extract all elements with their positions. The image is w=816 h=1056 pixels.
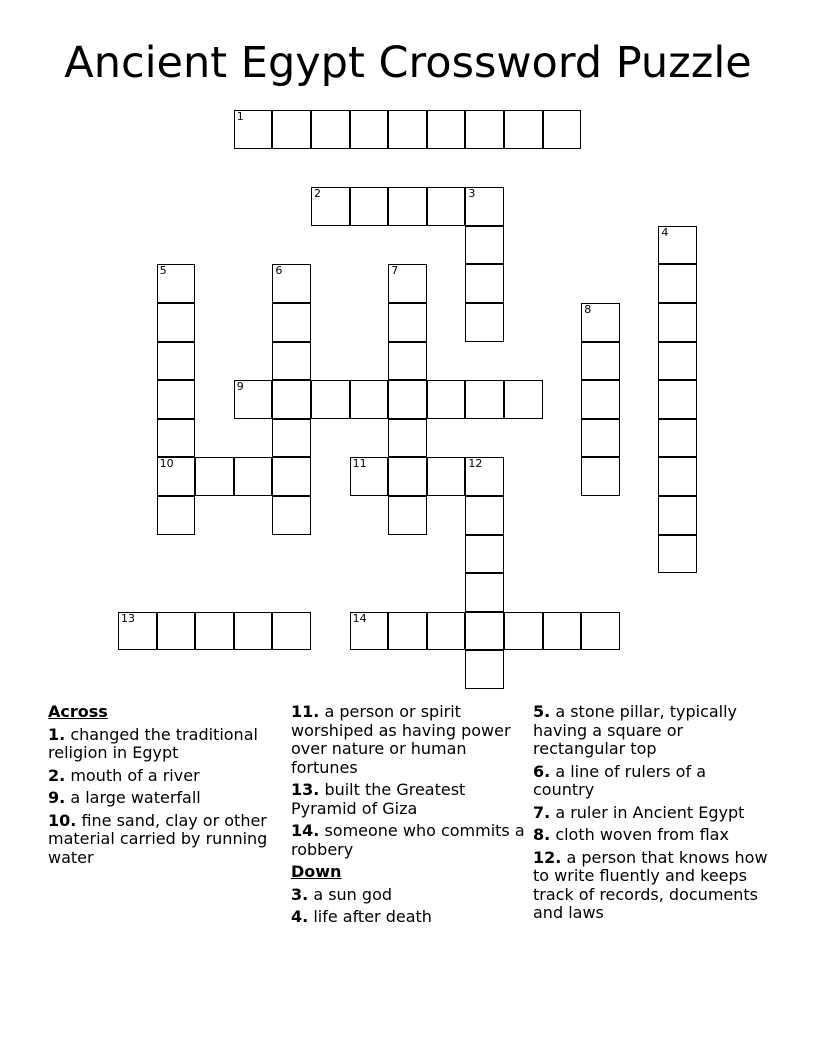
clue-number: 1	[236, 110, 244, 123]
grid-cell[interactable]	[388, 419, 427, 458]
grid-cell[interactable]	[157, 612, 196, 651]
clue-number: 4	[661, 225, 669, 239]
grid-cell[interactable]	[465, 187, 504, 226]
grid-cell[interactable]	[388, 612, 427, 651]
clue-across-13: 13. built the Greatest Pyramid of Giza	[291, 780, 466, 818]
grid-cell[interactable]	[195, 612, 234, 651]
grid-cell[interactable]	[581, 419, 620, 458]
clue-across-9: 9. a large waterfall	[48, 788, 201, 807]
grid-cell[interactable]	[388, 380, 427, 419]
grid-cell[interactable]	[311, 187, 350, 226]
grid-cell[interactable]	[350, 612, 389, 651]
clue-number: 6	[275, 264, 283, 278]
clue-number: 11	[352, 457, 367, 471]
grid-cell[interactable]	[658, 419, 697, 458]
grid-cell[interactable]	[581, 342, 620, 381]
grid-cell[interactable]	[465, 457, 504, 496]
grid-cell[interactable]	[234, 612, 273, 651]
grid-cell[interactable]	[504, 110, 543, 149]
across-header: Across	[48, 702, 108, 721]
grid-cell[interactable]	[465, 612, 504, 651]
grid-cell[interactable]	[581, 457, 620, 496]
clue-number: 9	[236, 380, 244, 394]
clue-number: 10	[159, 457, 174, 471]
grid-cell[interactable]	[157, 380, 196, 419]
grid-cell[interactable]	[272, 496, 311, 535]
grid-cell[interactable]	[581, 612, 620, 651]
grid-cell[interactable]	[427, 457, 466, 496]
clue-number: 13	[121, 611, 135, 625]
puzzle-title: Ancient Egypt Crossword Puzzle	[64, 38, 752, 88]
grid-cell[interactable]	[465, 573, 504, 612]
grid-cell[interactable]	[311, 380, 350, 419]
grid-cell[interactable]	[350, 187, 389, 226]
grid-cell[interactable]	[388, 342, 427, 381]
grid-cell[interactable]	[427, 380, 466, 419]
grid-cell[interactable]	[272, 303, 311, 342]
grid-cell[interactable]	[465, 110, 504, 149]
grid-cell[interactable]	[157, 419, 196, 458]
clue-down-6: 6. a line of rulers of a country	[533, 761, 706, 799]
grid-cell[interactable]	[388, 110, 427, 149]
clue-down-7: 7. a ruler in Ancient Egypt	[533, 802, 745, 822]
grid-cell[interactable]	[311, 110, 350, 149]
grid-cell[interactable]	[195, 457, 234, 496]
grid-cell[interactable]	[388, 187, 427, 226]
grid-cell[interactable]	[157, 342, 196, 381]
grid-cell[interactable]	[234, 457, 273, 496]
clue-across-1: 1. changed the traditional religion in Egypt	[48, 724, 258, 762]
grid-cell[interactable]	[234, 380, 273, 419]
grid-cell[interactable]	[388, 496, 427, 535]
clue-across-14: 14. someone who commits a robbery	[291, 821, 525, 859]
clue-number: 8	[584, 303, 592, 316]
clue-across-2: 2. mouth of a river	[48, 765, 200, 785]
grid-cell[interactable]	[465, 650, 504, 689]
clue-column-3	[533, 703, 768, 927]
grid-cell[interactable]	[658, 535, 697, 574]
grid-cell[interactable]	[658, 457, 697, 496]
clue-number: 14	[352, 611, 367, 625]
grid-cell[interactable]	[465, 264, 504, 303]
grid-cell[interactable]	[157, 264, 196, 303]
grid-cell[interactable]	[272, 110, 311, 149]
clue-number: 7	[391, 264, 399, 278]
grid-cell[interactable]	[658, 342, 697, 381]
grid-cell[interactable]	[157, 496, 196, 535]
clue-down-12: 12. a person that knows how to write fluently and keeps track of records, documents and laws	[533, 847, 768, 922]
grid-cell[interactable]	[465, 535, 504, 574]
grid-cell[interactable]	[581, 380, 620, 419]
grid-cell[interactable]	[350, 110, 389, 149]
grid-cell[interactable]	[388, 264, 427, 303]
clue-column-2	[291, 703, 527, 931]
clue-down-3: 3. a sun god	[291, 884, 393, 904]
grid-cell[interactable]	[504, 612, 543, 651]
grid-cell[interactable]	[388, 457, 427, 496]
clue-across-11: 11. a person or spirit worshiped as having power over nature or human fortunes	[291, 702, 511, 777]
grid-cell[interactable]	[157, 303, 196, 342]
clue-down-4: 4. life after death	[291, 907, 432, 926]
grid-cell[interactable]	[658, 380, 697, 419]
grid-cell[interactable]	[118, 612, 157, 651]
grid-cell[interactable]	[388, 303, 427, 342]
grid-cell[interactable]	[234, 110, 273, 149]
grid-cell[interactable]	[465, 380, 504, 419]
clue-down-5: 5. a stone pillar, typically having a square or rectangular top	[533, 702, 738, 758]
grid-cell[interactable]	[427, 612, 466, 651]
grid-cell[interactable]	[658, 496, 697, 535]
grid-cell[interactable]	[465, 303, 504, 342]
grid-cell[interactable]	[350, 457, 389, 496]
clue-number: 3	[468, 187, 476, 201]
grid-cell[interactable]	[272, 342, 311, 381]
grid-cell[interactable]	[543, 612, 582, 651]
clue-down-8: 8. cloth woven from flax	[533, 825, 729, 844]
grid-cell[interactable]	[504, 380, 543, 419]
grid-cell[interactable]	[272, 380, 311, 419]
clue-number: 12	[468, 457, 483, 471]
grid-cell[interactable]	[465, 496, 504, 535]
grid-cell[interactable]	[465, 226, 504, 265]
grid-cell[interactable]	[658, 226, 697, 265]
grid-cell[interactable]	[543, 110, 582, 149]
clue-number: 5	[159, 264, 167, 278]
grid-cell[interactable]	[272, 457, 311, 496]
clue-number: 2	[314, 187, 321, 201]
grid-cell[interactable]	[157, 457, 196, 496]
grid-cell[interactable]	[658, 303, 697, 342]
grid-cell[interactable]	[272, 419, 311, 458]
grid-cell[interactable]	[581, 303, 620, 342]
clue-across-10: 10. fine sand, clay or other material carried by running water	[48, 810, 268, 867]
grid-cell[interactable]	[272, 264, 311, 303]
grid-cell[interactable]	[427, 110, 466, 149]
down-header: Down	[291, 862, 342, 881]
grid-cell[interactable]	[350, 380, 389, 419]
grid-cell[interactable]	[658, 264, 697, 303]
grid-cell[interactable]	[272, 612, 311, 651]
clue-column-1	[48, 703, 280, 871]
grid-cell[interactable]	[427, 187, 466, 226]
